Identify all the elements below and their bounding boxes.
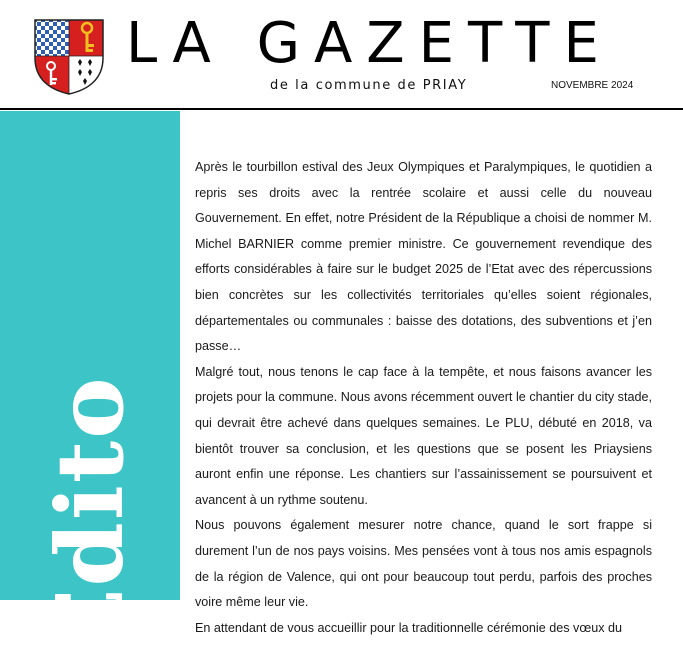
article-paragraph: En attendant de vous accueillir pour la traditionnelle cérémonie des vœux du <box>195 620 623 635</box>
masthead-title: LA GAZETTE <box>126 11 613 76</box>
editorial-article <box>195 155 652 641</box>
article-paragraph: Nous pouvons également mesurer notre chance, quand le sort frappe si durement l’un de nos pays voisins. Mes pensées vont à tous nos amis espagnols de la région de Valence, qui ont pour beaucoup tout perdu, parfois des proches voire même leur vie. <box>195 518 652 610</box>
masthead-header <box>0 0 683 112</box>
coat-of-arms-icon <box>33 18 105 96</box>
masthead-subtitle: de la commune de PRIAY <box>270 78 468 93</box>
article-paragraph: Après le tourbillon estival des Jeux Olympiques et Paralympiques, le quotidien a repris ses droits avec la rentrée scolaire et aussi celle du nouveau Gouvernement. En effet, notre Président de la République a choisi de nommer M. Michel BARNIER comme premier ministre. Ce gouvernement revendique des efforts considérables à faire sur le budget 2025 de l’Etat avec des répercussions bien concrètes sur les collectivités territoriales qu’elles soient régionales, départementales ou communales : baisse des dotations, des subventions et j’en passe… <box>195 160 652 354</box>
header-divider <box>0 108 683 110</box>
article-paragraph: Malgré tout, nous tenons le cap face à la tempête, et nous faisons avancer les projets pour la commune. Nous avons récemment ouvert le chantier du city stade, qui devrait être achevé dans quelques semaines. Le PLU, débuté en 2018, va bientôt trouver sa conclusion, et les questions que se posent les Priaysiens auront enfin une réponse. Les chantiers sur l’assainissement se poursuivent et avancent à un rythme soutenu. <box>195 364 652 507</box>
section-band <box>0 111 180 659</box>
section-title: Edito <box>36 375 144 659</box>
issue-date: NOVEMBRE 2024 <box>551 80 634 91</box>
